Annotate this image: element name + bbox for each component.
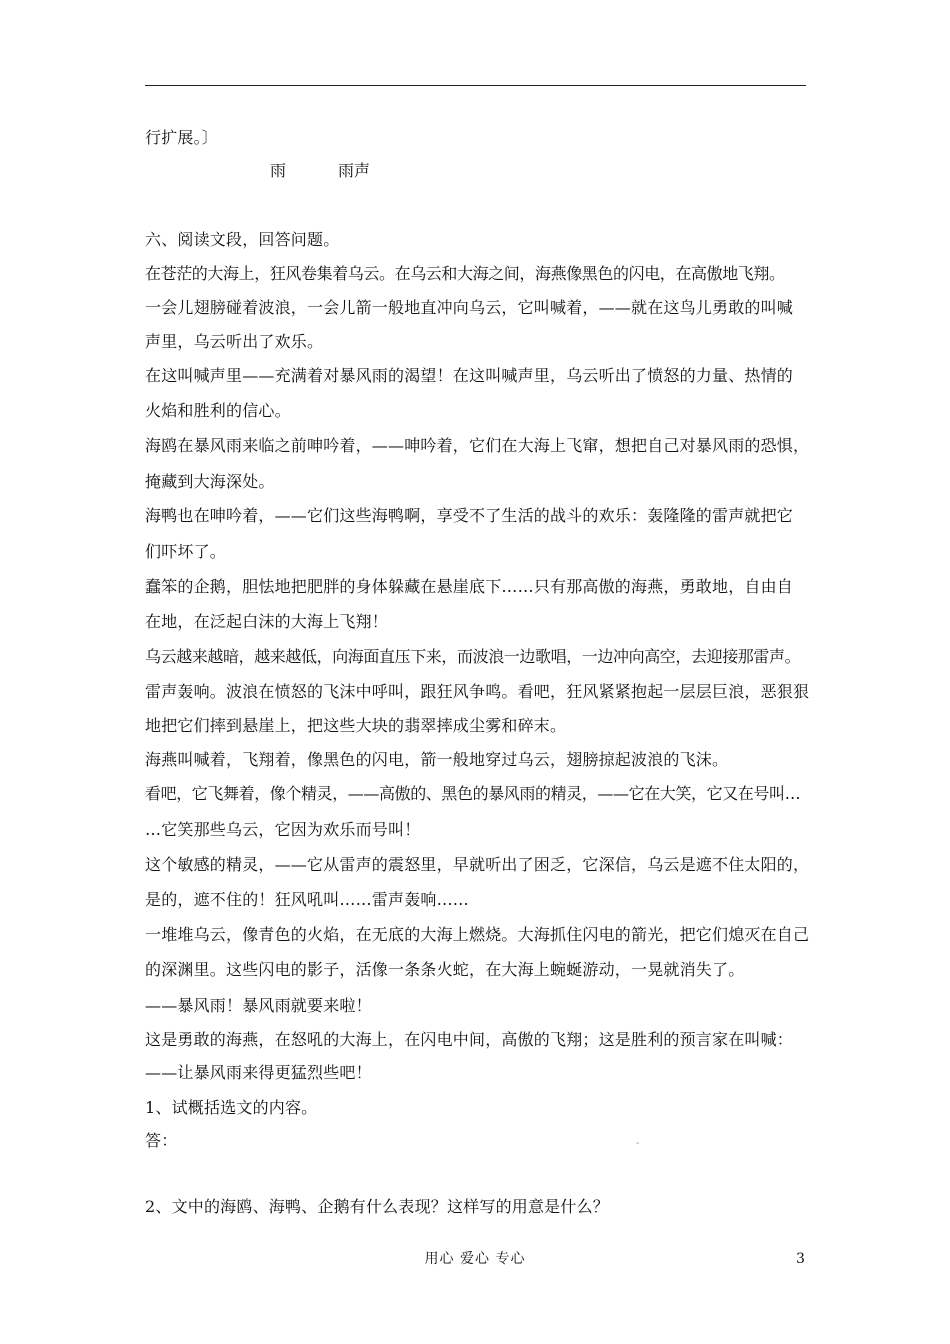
passage-line: 这个敏感的精灵，——它从雷声的震怒里，早就听出了困乏，它深信，乌云是遮不住太阳的，	[145, 855, 810, 874]
word-rain-sound: 雨声	[338, 161, 371, 180]
passage-line: 声里，乌云听出了欢乐。	[145, 332, 324, 351]
passage-line: 地把它们摔到悬崖上，把这些大块的翡翠摔成尘雾和碎末。	[145, 716, 567, 735]
question-2: 2、文中的海鸥、海鸭、企鹅有什么表现？这样写的用意是什么？	[145, 1197, 609, 1216]
section-title: 六、阅读文段，回答问题。	[145, 230, 340, 249]
passage-line: 乌云越来越暗，越来越低，向海面直压下来，而波浪一边歌唱，一边冲向高空，去迎接那雷声。	[145, 647, 801, 666]
passage-line: 在这叫喊声里——充满着对暴风雨的渴望！在这叫喊声里，乌云听出了愤怒的力量、热情的	[145, 366, 794, 385]
passage-line: 是的，遮不住的！狂风吼叫……雷声轰响……	[145, 890, 470, 909]
passage-line: 在地，在泛起白沫的大海上飞翔！	[145, 612, 389, 631]
passage-line: ——暴风雨！暴风雨就要来啦！	[145, 996, 372, 1015]
passage-line: 火焰和胜利的信心。	[145, 401, 291, 420]
answer-label: 答：	[145, 1131, 178, 1150]
passage-line: ——让暴风雨来得更猛烈些吧！	[145, 1063, 372, 1082]
passage-line: 掩藏到大海深处。	[145, 472, 275, 491]
passage-line: …它笑那些乌云，它因为欢乐而号叫！	[145, 820, 421, 839]
header-rule	[145, 85, 806, 86]
passage-line: 的深渊里。这些闪电的影子，活像一条条火蛇，在大海上蜿蜒游动，一晃就消失了。	[145, 960, 745, 979]
passage-line: 在苍茫的大海上，狂风卷集着乌云。在乌云和大海之间，海燕像黑色的闪电，在高傲地飞翔。	[145, 264, 785, 283]
passage-line: 海鸭也在呻吟着，——它们这些海鸭啊，享受不了生活的战斗的欢乐：轰隆隆的雷声就把它	[145, 506, 794, 525]
passage-line: 蠢笨的企鹅，胆怯地把肥胖的身体躲藏在悬崖底下……只有那高傲的海燕，勇敢地，自由自	[145, 577, 794, 596]
passage-line: 一堆堆乌云，像青色的火焰，在无底的大海上燃烧。大海抓住闪电的箭光，把它们熄灭在自己	[145, 925, 810, 944]
word-rain: 雨	[270, 161, 287, 180]
footer-text: 用心 爱心 专心	[424, 1251, 526, 1267]
passage-line: 们吓坏了。	[145, 542, 227, 561]
answer-mark: -	[636, 1138, 640, 1149]
passage-line: 这是勇敢的海燕，在怒吼的大海上，在闪电中间，高傲的飞翔；这是胜利的预言家在叫喊：	[145, 1030, 794, 1049]
passage-line: 一会儿翅膀碰着波浪，一会儿箭一般地直冲向乌云，它叫喊着，——就在这鸟儿勇敢的叫喊	[145, 298, 794, 317]
text-fragment: 行扩展。〕	[145, 128, 219, 147]
passage-line: 海鸥在暴风雨来临之前呻吟着，——呻吟着，它们在大海上飞窜，想把自己对暴风雨的恐惧，	[145, 436, 810, 455]
passage-line: 看吧，它飞舞着，像个精灵，——高傲的、黑色的暴风雨的精灵，——它在大笑，它又在号叫…	[145, 784, 801, 803]
passage-line: 雷声轰响。波浪在愤怒的飞沫中呼叫，跟狂风争鸣。看吧，狂风紧紧抱起一层层巨浪，恶狠狠	[145, 682, 810, 701]
passage-line: 海燕叫喊着，飞翔着，像黑色的闪电，箭一般地穿过乌云，翅膀掠起波浪的飞沫。	[145, 750, 729, 769]
question-1: 1、试概括选文的内容。	[145, 1098, 318, 1117]
page-number: 3	[796, 1251, 805, 1267]
